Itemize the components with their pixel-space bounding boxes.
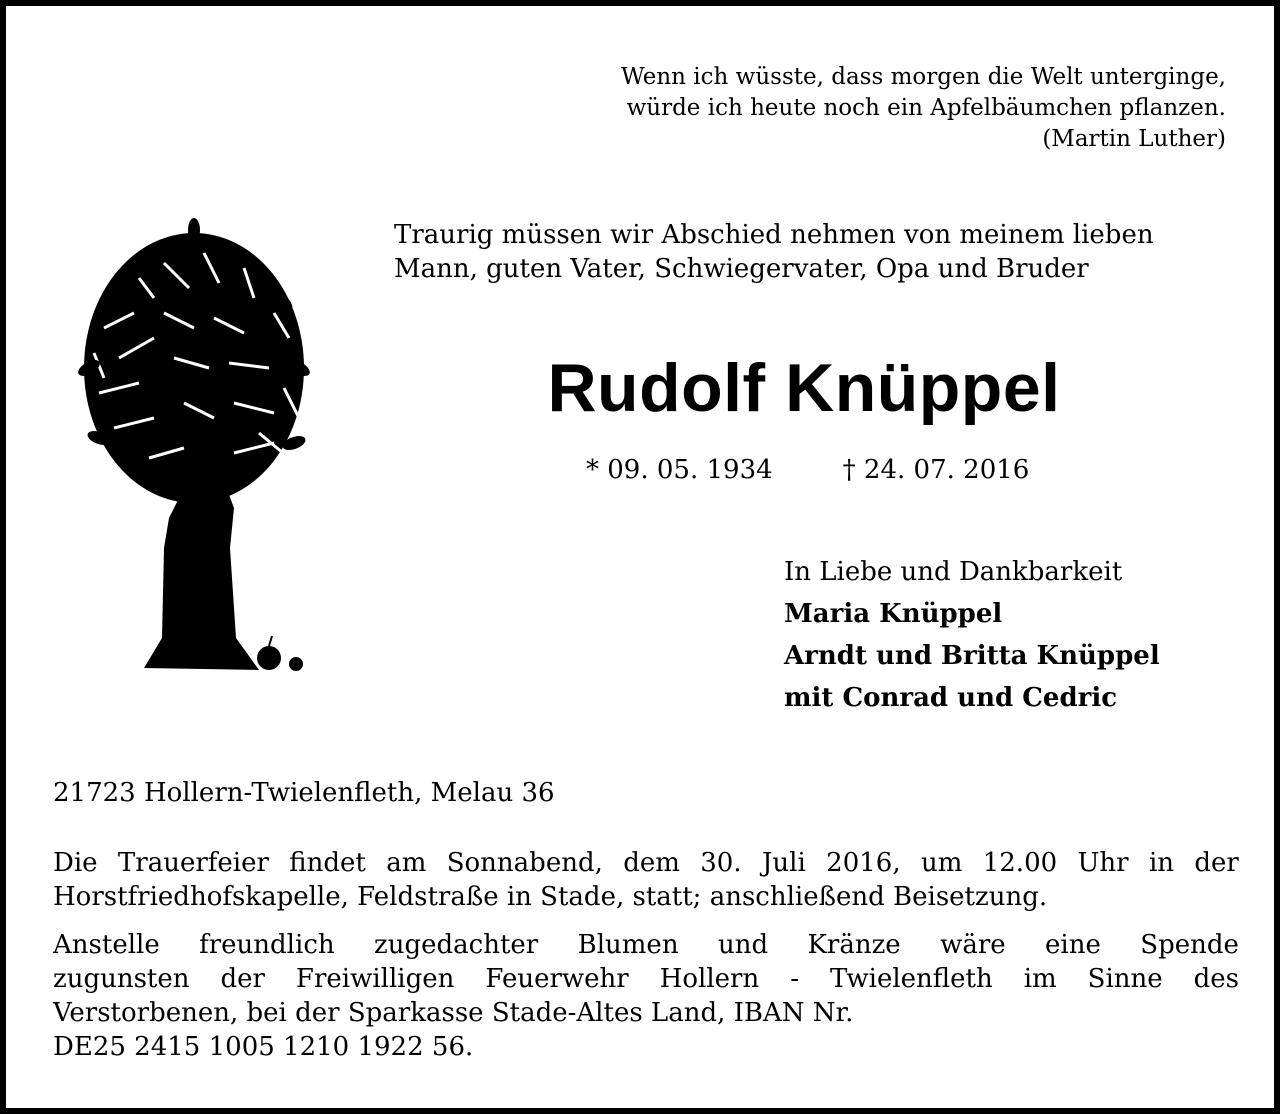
quote-line: würde ich heute noch ein Apfelbäumchen pflanzen. xyxy=(626,95,1226,121)
mourners-heading: In Liebe und Dankbarkeit xyxy=(784,557,1123,587)
apple-tree-icon xyxy=(44,218,344,688)
mourner-name: mit Conrad und Cedric xyxy=(784,683,1118,713)
intro-text xyxy=(394,218,1254,286)
donation-line: zugunsten der Freiwilligen Feuerwehr Hollern - Twielenfleth im Sinne des xyxy=(53,964,1239,994)
mourners-block xyxy=(784,551,1160,719)
donation-line: Verstorbenen, bei der Sparkasse Stade-Altes Land, IBAN Nr. xyxy=(53,998,854,1028)
quote-attribution: (Martin Luther) xyxy=(1042,126,1226,152)
donation-line: Anstelle freundlich zugedachter Blumen und Kränze wäre eine Spende xyxy=(53,930,1239,960)
donation-info xyxy=(53,928,1239,1064)
funeral-line: Die Trauerfeier findet am Sonnabend, dem 30. Juli 2016, um 12.00 Uhr in der xyxy=(53,848,1239,878)
family-address: 21723 Hollern-Twielenfleth, Melau 36 xyxy=(53,778,555,808)
intro-line: Mann, guten Vater, Schwiegervater, Opa und Bruder xyxy=(394,254,1089,284)
birth-date: * 09. 05. 1934 xyxy=(586,455,773,485)
mourner-name: Arndt und Britta Knüppel xyxy=(784,641,1160,671)
deceased-name: Rudolf Knüppel xyxy=(547,350,1061,426)
donation-line: DE25 2415 1005 1210 1922 56. xyxy=(53,1032,474,1062)
funeral-info xyxy=(53,846,1239,914)
intro-line: Traurig müssen wir Abschied nehmen von meinem lieben xyxy=(394,220,1154,250)
martin-luther-quote xyxy=(526,62,1226,155)
mourner-name: Maria Knüppel xyxy=(784,599,1003,629)
quote-line: Wenn ich wüsste, dass morgen die Welt unterginge, xyxy=(620,64,1226,90)
death-date: † 24. 07. 2016 xyxy=(842,455,1030,485)
life-dates xyxy=(586,453,1029,487)
funeral-line: Horstfriedhofskapelle, Feldstraße in Stade, statt; anschließend Beisetzung. xyxy=(53,882,1048,912)
